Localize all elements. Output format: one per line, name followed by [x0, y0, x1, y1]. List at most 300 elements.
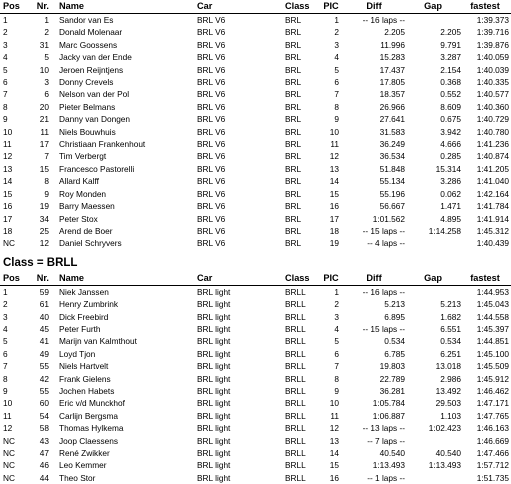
col-class-header: Class [285, 272, 310, 283]
cell-car: BRL light [197, 472, 231, 483]
cell-driver-name: Allard Kalff [59, 176, 99, 187]
table-row [0, 348, 511, 360]
cell-nr: 55 [39, 385, 49, 396]
cell-driver-name: Niek Janssen [59, 286, 109, 297]
cell-driver-name: Joop Claessens [59, 435, 119, 446]
cell-nr: 1 [44, 15, 49, 25]
cell-pos: 3 [3, 39, 8, 50]
cell-pic: 1 [334, 286, 339, 297]
cell-diff: 2.205 [384, 27, 405, 38]
cell-gap: 2.986 [440, 373, 461, 384]
cell-driver-name: Jacky van der Ende [59, 52, 132, 63]
cell-fastest: 1:39.716 [476, 27, 509, 38]
cell-driver-name: Donny Crevels [59, 77, 114, 88]
cell-nr: 43 [39, 435, 49, 446]
cell-gap: 2.205 [440, 27, 461, 38]
col-pos-header: Pos [3, 272, 20, 283]
cell-car: BRL V6 [197, 201, 226, 212]
cell-pos: 15 [3, 188, 13, 199]
cell-gap: 1.103 [440, 410, 461, 421]
cell-class: BRLL [285, 472, 306, 483]
cell-pic: 14 [329, 448, 339, 458]
cell-nr: 49 [39, 348, 49, 359]
cell-fastest: 1:45.043 [476, 299, 509, 310]
cell-pic: 11 [330, 410, 339, 421]
cell-pos: 9 [3, 385, 8, 396]
cell-pic: 8 [334, 101, 339, 112]
cell-class: BRL [285, 64, 302, 75]
cell-gap: 1:02.423 [428, 423, 461, 434]
cell-driver-name: Daniel Schryvers [59, 238, 122, 249]
cell-pic: 5 [334, 336, 339, 347]
cell-class: BRLL [285, 348, 306, 359]
cell-class: BRLL [285, 373, 306, 384]
table-row [0, 138, 511, 150]
cell-car: BRL light [197, 398, 231, 409]
cell-class: BRL [285, 188, 302, 199]
cell-pos: 9 [3, 114, 8, 125]
cell-gap: 6.251 [440, 348, 461, 359]
table-row [0, 175, 511, 187]
cell-pos: 17 [3, 213, 13, 224]
table-row [0, 163, 511, 175]
cell-driver-name: René Zwikker [59, 448, 110, 458]
cell-car: BRL V6 [197, 176, 226, 187]
cell-gap: 0.285 [440, 151, 461, 162]
cell-class: BRL [285, 163, 302, 174]
cell-pic: 18 [329, 225, 339, 236]
cell-driver-name: Theo Stor [59, 472, 96, 483]
cell-nr: 31 [39, 39, 49, 50]
cell-nr: 6 [44, 89, 49, 100]
cell-gap: 1:14.258 [428, 225, 461, 236]
cell-class: BRL [285, 213, 302, 224]
cell-driver-name: Francesco Pastorelli [59, 163, 135, 174]
cell-fastest: 1:46.669 [476, 435, 509, 446]
cell-diff: -- 15 laps -- [362, 323, 405, 334]
cell-gap: 0.552 [440, 89, 461, 100]
cell-car: BRL V6 [197, 101, 226, 112]
cell-pic: 3 [334, 39, 339, 50]
cell-gap: 40.540 [435, 448, 461, 458]
cell-diff: 15.283 [379, 52, 405, 63]
cell-nr: 17 [39, 139, 49, 150]
cell-nr: 8 [44, 176, 49, 187]
cell-pos: 7 [3, 89, 8, 100]
table-row [0, 298, 511, 310]
cell-fastest: 1:41.236 [476, 139, 509, 150]
cell-pos: 16 [3, 201, 13, 212]
table-row [0, 88, 511, 100]
header-row [0, 272, 511, 286]
section-title-brll: Class = BRLL [3, 256, 78, 269]
col-pos-header: Pos [3, 1, 20, 11]
cell-car: BRL light [197, 361, 231, 372]
cell-class: BRL [285, 101, 302, 112]
table-row [0, 213, 511, 225]
cell-pos: 10 [3, 126, 13, 137]
cell-gap: 2.154 [440, 64, 461, 75]
cell-diff: 0.534 [384, 336, 405, 347]
cell-pos: 1 [3, 286, 8, 297]
col-diff-header: Diff [366, 272, 382, 283]
cell-pos: NC [3, 435, 15, 446]
cell-car: BRL V6 [197, 126, 226, 137]
cell-driver-name: Nelson van der Pol [59, 89, 130, 100]
cell-nr: 44 [39, 472, 49, 483]
cell-car: BRL V6 [197, 188, 226, 199]
cell-gap: 1.471 [440, 201, 461, 212]
cell-diff: 19.803 [379, 361, 405, 372]
cell-driver-name: Jochen Habets [59, 385, 115, 396]
cell-nr: 9 [44, 188, 49, 199]
table-row [0, 435, 511, 447]
cell-pic: 11 [330, 139, 339, 150]
cell-nr: 58 [39, 423, 49, 434]
cell-fastest: 1:47.765 [476, 410, 509, 421]
col-gap-header: Gap [424, 1, 442, 11]
cell-diff: 22.789 [379, 373, 405, 384]
table-row [0, 385, 511, 397]
cell-nr: 55 [39, 361, 49, 372]
cell-driver-name: Arend de Boer [59, 225, 113, 236]
cell-car: BRL light [197, 448, 231, 458]
cell-car: BRL V6 [197, 114, 226, 125]
table-row [0, 360, 511, 372]
cell-fastest: 1:51.735 [476, 472, 509, 483]
cell-nr: 15 [39, 163, 49, 174]
cell-gap: 0.675 [440, 114, 461, 125]
cell-pos: 11 [3, 139, 12, 150]
cell-pos: 5 [3, 336, 8, 347]
cell-pos: NC [3, 238, 15, 249]
table-row [0, 101, 511, 113]
col-gap-header: Gap [424, 272, 442, 283]
cell-pic: 6 [334, 348, 339, 359]
table-row [0, 285, 511, 298]
cell-gap [405, 435, 461, 447]
cell-class: BRLL [285, 311, 306, 322]
cell-pic: 15 [329, 188, 339, 199]
results-table-brll [0, 272, 511, 484]
table-row [0, 311, 511, 323]
cell-class: BRLL [285, 435, 306, 446]
cell-driver-name: Dick Freebird [59, 311, 109, 322]
cell-fastest: 1:47.171 [476, 398, 509, 409]
cell-gap: 0.368 [440, 77, 461, 88]
cell-diff: 18.357 [379, 89, 405, 100]
cell-driver-name: Donald Molenaar [59, 27, 123, 38]
cell-pos: 7 [3, 361, 8, 372]
cell-nr: 54 [39, 410, 49, 421]
cell-diff: 40.540 [379, 448, 405, 458]
cell-class: BRL [285, 151, 302, 162]
cell-pos: 13 [3, 163, 13, 174]
cell-pic: 2 [334, 27, 339, 38]
table-row [0, 76, 511, 88]
cell-pic: 13 [329, 435, 339, 446]
cell-nr: 11 [40, 126, 49, 137]
cell-class: BRL [285, 89, 302, 100]
cell-gap: 6.551 [440, 323, 461, 334]
cell-diff: 26.966 [379, 101, 405, 112]
cell-car: BRL light [197, 460, 231, 471]
cell-pos: 11 [3, 410, 12, 421]
cell-gap: 8.609 [440, 101, 461, 112]
cell-driver-name: Peter Furth [59, 323, 101, 334]
cell-fastest: 1:42.164 [476, 188, 509, 199]
cell-car: BRL light [197, 373, 231, 384]
cell-gap: 15.314 [435, 163, 461, 174]
cell-pic: 4 [334, 52, 339, 63]
cell-nr: 19 [39, 201, 49, 212]
cell-pic: 13 [329, 163, 339, 174]
cell-diff: -- 7 laps -- [367, 435, 405, 446]
cell-gap: 9.791 [440, 39, 461, 50]
cell-driver-name: Thomas Hylkema [59, 423, 124, 434]
cell-driver-name: Leo Kemmer [59, 460, 107, 471]
cell-pic: 5 [334, 64, 339, 75]
cell-car: BRL V6 [197, 213, 226, 224]
cell-fastest: 1:44.558 [476, 311, 509, 322]
col-name-header: Name [59, 1, 85, 11]
brl-results-body [0, 14, 511, 250]
cell-driver-name: Christiaan Frankenhout [59, 139, 146, 150]
cell-diff: 1:13.493 [372, 460, 405, 471]
cell-class: BRLL [285, 423, 306, 434]
col-car-header: Car [197, 1, 213, 11]
cell-pic: 7 [334, 361, 339, 372]
cell-car: BRL light [197, 323, 231, 334]
table-row [0, 200, 511, 212]
cell-pic: 17 [329, 213, 339, 224]
cell-class: BRL [285, 77, 302, 88]
cell-class: BRLL [285, 286, 306, 297]
cell-car: BRL V6 [197, 27, 226, 38]
cell-pos: NC [3, 472, 15, 483]
cell-fastest: 1:47.466 [476, 448, 509, 458]
cell-diff: -- 15 laps -- [362, 225, 405, 236]
cell-pic: 1 [334, 15, 339, 25]
cell-diff: 6.895 [384, 311, 405, 322]
cell-car: BRL V6 [197, 64, 226, 75]
cell-nr: 20 [39, 101, 49, 112]
col-car-header: Car [197, 272, 213, 283]
table-row [0, 447, 511, 459]
cell-driver-name: Pieter Belmans [59, 101, 116, 112]
cell-car: BRL light [197, 348, 231, 359]
cell-diff: 55.196 [379, 188, 405, 199]
cell-driver-name: Niels Bouwhuis [59, 126, 116, 137]
cell-driver-name: Niels Hartvelt [59, 361, 109, 372]
col-pic-header: PIC [323, 272, 339, 283]
cell-car: BRL light [197, 299, 231, 310]
cell-class: BRL [285, 126, 302, 137]
col-pic-header: PIC [323, 1, 339, 11]
table-row [0, 225, 511, 237]
cell-nr: 47 [39, 448, 49, 458]
cell-pos: 4 [3, 52, 8, 63]
cell-pic: 12 [329, 423, 339, 434]
cell-class: BRLL [285, 398, 306, 409]
table-row [0, 459, 511, 471]
cell-diff: -- 4 laps -- [367, 238, 405, 249]
table-row [0, 422, 511, 434]
cell-car: BRL light [197, 423, 231, 434]
cell-diff: 17.805 [379, 77, 405, 88]
cell-nr: 45 [39, 323, 49, 334]
cell-diff: 27.641 [379, 114, 405, 125]
cell-fastest: 1:41.205 [476, 163, 509, 174]
cell-car: BRL light [197, 311, 231, 322]
table-row [0, 150, 511, 162]
cell-gap: 3.942 [440, 126, 461, 137]
cell-fastest: 1:41.040 [476, 176, 509, 187]
cell-diff: -- 16 laps -- [362, 286, 405, 297]
cell-car: BRL light [197, 435, 231, 446]
cell-class: BRL [285, 225, 302, 236]
cell-gap: 0.062 [440, 188, 461, 199]
cell-class: BRLL [285, 410, 306, 421]
cell-diff: 1:01.562 [372, 213, 405, 224]
cell-car: BRL V6 [197, 89, 226, 100]
cell-driver-name: Sandor van Es [59, 15, 114, 25]
cell-gap [405, 237, 461, 249]
cell-car: BRL V6 [197, 151, 226, 162]
table-row [0, 39, 511, 51]
table-row [0, 26, 511, 38]
cell-car: BRL V6 [197, 225, 226, 236]
cell-fastest: 1:39.373 [476, 15, 509, 25]
cell-pic: 10 [329, 398, 339, 409]
cell-car: BRL light [197, 385, 231, 396]
cell-nr: 59 [39, 286, 49, 297]
cell-pic: 14 [329, 176, 339, 187]
cell-class: BRL [285, 39, 302, 50]
cell-driver-name: Danny van Dongen [59, 114, 131, 125]
table-row [0, 237, 511, 249]
cell-diff: -- 16 laps -- [362, 15, 405, 25]
cell-gap: 4.666 [440, 139, 461, 150]
cell-pic: 10 [329, 126, 339, 137]
cell-diff: 36.281 [379, 385, 405, 396]
cell-nr: 41 [39, 336, 49, 347]
cell-nr: 60 [39, 398, 49, 409]
cell-class: BRLL [285, 460, 306, 471]
cell-pos: 5 [3, 64, 8, 75]
cell-pos: 8 [3, 101, 8, 112]
cell-diff: 36.249 [379, 139, 405, 150]
cell-diff: 11.996 [380, 39, 405, 50]
table-row [0, 410, 511, 422]
cell-pos: 3 [3, 311, 8, 322]
cell-fastest: 1:44.851 [476, 336, 509, 347]
cell-pic: 8 [334, 373, 339, 384]
cell-driver-name: Carlijn Bergsma [59, 410, 119, 421]
cell-driver-name: Marijn van Kalmthout [59, 336, 137, 347]
cell-gap [405, 14, 461, 27]
cell-nr: 12 [39, 238, 49, 249]
cell-fastest: 1:40.729 [476, 114, 509, 125]
col-diff-header: Diff [366, 1, 382, 11]
cell-class: BRL [285, 176, 302, 187]
cell-diff: 31.583 [379, 126, 405, 137]
cell-fastest: 1:45.509 [476, 361, 509, 372]
cell-gap: 29.503 [435, 398, 461, 409]
cell-nr: 3 [44, 77, 49, 88]
cell-diff: 5.213 [384, 299, 405, 310]
cell-car: BRL light [197, 410, 231, 421]
table-row [0, 188, 511, 200]
cell-pos: NC [3, 448, 15, 458]
table-row [0, 335, 511, 347]
cell-fastest: 1:40.360 [476, 101, 509, 112]
cell-class: BRL [285, 52, 302, 63]
cell-pos: 4 [3, 323, 8, 334]
cell-fastest: 1:45.312 [476, 225, 509, 236]
table-row [0, 64, 511, 76]
table-row [0, 373, 511, 385]
cell-fastest: 1:40.780 [476, 126, 509, 137]
cell-pic: 9 [334, 114, 339, 125]
cell-gap: 1.682 [440, 311, 461, 322]
cell-fastest: 1:45.100 [476, 348, 509, 359]
brll-results-body [0, 285, 511, 484]
col-class-header: Class [285, 1, 310, 11]
cell-gap: 3.286 [440, 176, 461, 187]
cell-driver-name: Eric v/d Munckhof [59, 398, 125, 409]
cell-car: BRL V6 [197, 163, 226, 174]
cell-nr: 5 [44, 52, 49, 63]
cell-nr: 2 [44, 27, 49, 38]
header-row [0, 0, 511, 14]
cell-nr: 61 [39, 299, 49, 310]
cell-nr: 46 [39, 460, 49, 471]
cell-diff: -- 1 laps -- [367, 472, 405, 483]
cell-car: BRL V6 [197, 238, 226, 249]
cell-car: BRL V6 [197, 52, 226, 63]
cell-car: BRL V6 [197, 77, 226, 88]
cell-car: BRL light [197, 336, 231, 347]
cell-diff: 56.667 [379, 201, 405, 212]
cell-diff: 51.848 [379, 163, 405, 174]
cell-nr: 7 [44, 151, 49, 162]
table-row [0, 51, 511, 63]
cell-diff: 1:05.784 [372, 398, 405, 409]
cell-fastest: 1:46.163 [476, 423, 509, 434]
cell-pic: 19 [329, 238, 339, 249]
cell-gap: 4.895 [440, 213, 461, 224]
cell-pic: 16 [329, 472, 339, 483]
cell-nr: 42 [39, 373, 49, 384]
col-fastest-header: fastest [470, 272, 500, 283]
cell-fastest: 1:57.712 [476, 460, 509, 471]
cell-pos: 2 [3, 299, 8, 310]
cell-diff: 1:06.887 [372, 410, 405, 421]
cell-diff: 17.437 [379, 64, 405, 75]
cell-driver-name: Barry Maessen [59, 201, 115, 212]
cell-fastest: 1:46.462 [476, 385, 509, 396]
cell-pic: 6 [334, 77, 339, 88]
cell-class: BRLL [285, 361, 306, 372]
cell-fastest: 1:40.874 [476, 151, 509, 162]
cell-fastest: 1:41.914 [476, 213, 509, 224]
cell-nr: 34 [39, 213, 49, 224]
cell-fastest: 1:40.439 [476, 238, 509, 249]
table-row [0, 113, 511, 125]
cell-pos: 8 [3, 373, 8, 384]
cell-class: BRLL [285, 299, 306, 310]
